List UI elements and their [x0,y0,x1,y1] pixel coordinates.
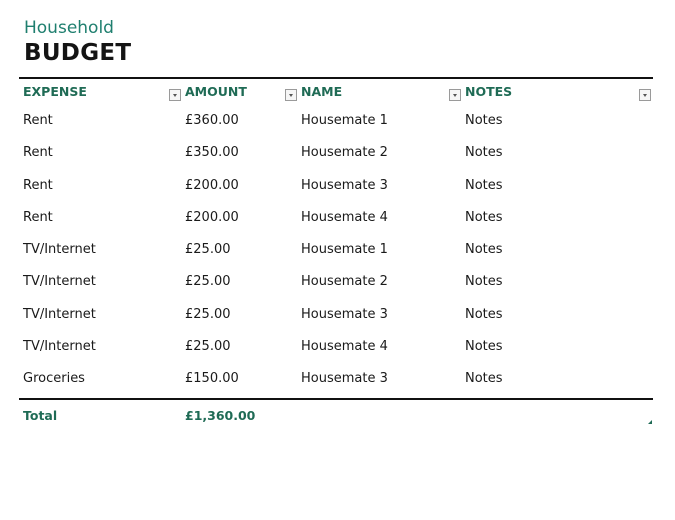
column-header-notes: NOTES [465,84,513,99]
total-amount[interactable]: £1,360.00 [185,407,256,423]
notes-cell[interactable]: Notes [465,274,503,290]
expense-cell[interactable]: Groceries [23,371,85,387]
notes-cell[interactable]: Notes [465,113,503,128]
table-row[interactable] [19,107,653,139]
expense-cell[interactable]: Rent [23,177,53,193]
table-row[interactable] [19,365,653,397]
amount-cell[interactable]: £350.00 [185,145,239,161]
notes-cell[interactable]: Notes [465,209,503,225]
amount-cell[interactable]: £200.00 [185,177,239,193]
column-header-amount: AMOUNT [185,84,247,99]
expense-cell[interactable]: TV/Internet [23,306,96,322]
column-header-expense: EXPENSE [23,84,87,99]
table-row[interactable] [19,268,653,300]
name-cell[interactable]: Housemate 3 [301,306,388,322]
amount-cell[interactable]: £200.00 [185,209,239,225]
table-row[interactable] [19,139,653,171]
table-row[interactable] [19,172,653,204]
table-row[interactable] [19,301,653,333]
total-label[interactable]: Total [23,407,58,423]
notes-cell[interactable]: Notes [465,306,503,322]
notes-cell[interactable]: Notes [465,242,503,258]
amount-cell[interactable]: £25.00 [185,274,231,290]
filter-dropdown-icon[interactable] [285,89,297,101]
table-row[interactable] [19,204,653,236]
filter-dropdown-icon[interactable] [639,89,651,101]
name-cell[interactable]: Housemate 2 [301,145,388,161]
name-cell[interactable]: Housemate 3 [301,371,388,387]
amount-cell[interactable]: £360.00 [185,113,239,128]
budget-table [19,77,653,430]
notes-cell[interactable]: Notes [465,371,503,387]
filter-dropdown-icon[interactable] [449,89,461,101]
expense-cell[interactable]: Rent [23,113,53,128]
total-row[interactable] [19,400,653,430]
expense-cell[interactable]: Rent [23,145,53,161]
expense-cell[interactable]: TV/Internet [23,242,96,258]
name-cell[interactable]: Housemate 3 [301,177,388,193]
table-row[interactable] [19,236,653,268]
name-cell[interactable]: Housemate 4 [301,209,388,225]
page-title: BUDGET [24,40,132,66]
notes-cell[interactable]: Notes [465,177,503,193]
name-cell[interactable]: Housemate 1 [301,242,388,258]
name-cell[interactable]: Housemate 2 [301,274,388,290]
amount-cell[interactable]: £25.00 [185,242,231,258]
subtitle: Household [24,18,114,38]
name-cell[interactable]: Housemate 1 [301,113,388,128]
notes-cell[interactable]: Notes [465,339,503,355]
table-header-row [19,79,653,107]
table-resize-handle-icon[interactable] [648,420,652,424]
name-cell[interactable]: Housemate 4 [301,339,388,355]
amount-cell[interactable]: £25.00 [185,339,231,355]
expense-cell[interactable]: Rent [23,209,53,225]
table-row[interactable] [19,333,653,365]
expense-cell[interactable]: TV/Internet [23,274,96,290]
filter-dropdown-icon[interactable] [169,89,181,101]
expense-cell[interactable]: TV/Internet [23,339,96,355]
amount-cell[interactable]: £150.00 [185,371,239,387]
amount-cell[interactable]: £25.00 [185,306,231,322]
notes-cell[interactable]: Notes [465,145,503,161]
column-header-name: NAME [301,84,343,99]
